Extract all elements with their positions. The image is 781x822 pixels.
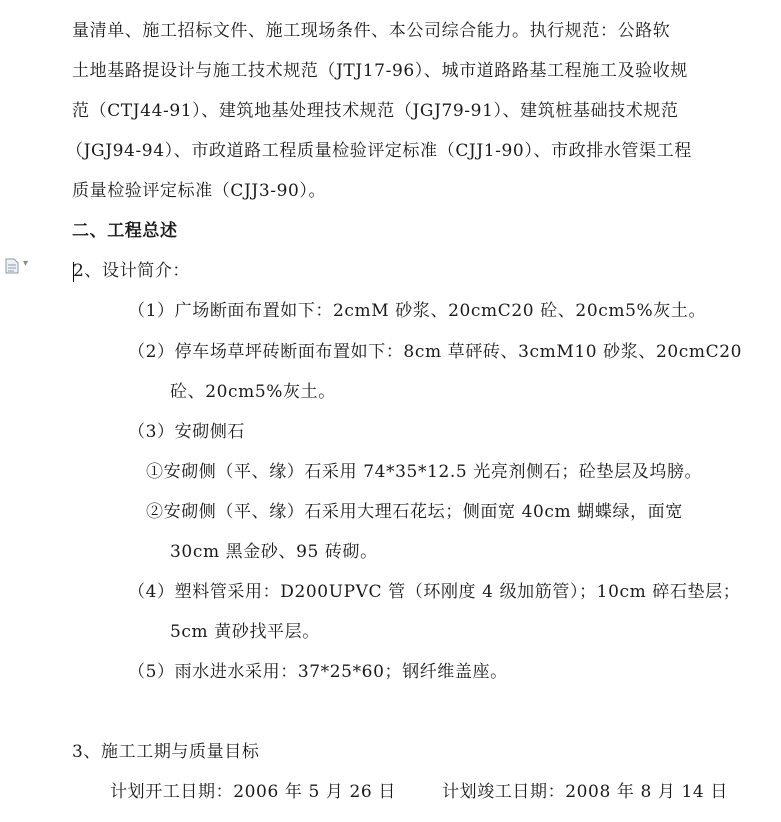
start-date: 计划开工日期：2006 年 5 月 26 日 <box>110 782 396 802</box>
document-icon[interactable] <box>5 258 19 274</box>
design-title: 2、设计简介： <box>73 261 191 281</box>
item-2-line-2: 砼、20cm5%灰土。 <box>170 382 336 402</box>
intro-line-3: 范（CTJ44-91）、建筑地基处理技术规范（JGJ79-91）、建筑桩基础技术规范 <box>72 101 679 121</box>
intro-line-5: 质量检验评定标准（CJJ3-90）。 <box>72 181 327 201</box>
chevron-down-icon[interactable]: ▾ <box>23 258 29 269</box>
intro-line-2: 土地基路提设计与施工技术规范（JTJ17-96）、城市道路路基工程施工及验收规 <box>72 61 688 81</box>
section-title: 二、工程总述 <box>72 221 178 241</box>
intro-line-4: （JGJ94-94）、市政道路工程质量检验评定标准（CJJ1-90）、市政排水管渠工程 <box>66 141 692 161</box>
item-4-line-1: （4）塑料管采用：D200UPVC 管（环刚度 4 级加筋管）；10cm 碎石垫层； <box>128 582 741 602</box>
item-1: （1）广场断面布置如下：2cmM 砂浆、20cmC20 砼、20cm5%灰土。 <box>128 301 707 321</box>
schedule-title: 3、施工工期与质量目标 <box>72 742 260 762</box>
item-4-line-2: 5cm 黄砂找平层。 <box>170 622 320 642</box>
end-date: 计划竣工日期：2008 年 8 月 14 日 <box>442 782 728 802</box>
item-3: （3）安砌侧石 <box>128 422 246 442</box>
intro-line-1: 量清单、施工招标文件、施工现场条件、本公司综合能力。执行规范：公路软 <box>72 21 671 41</box>
sub-item-2-line-1: ②安砌侧（平、缘）石采用大理石花坛；侧面宽 40cm 蝴蝶绿，面宽 <box>146 502 683 522</box>
item-5: （5）雨水进水采用：37*25*60；钢纤维盖座。 <box>128 662 508 682</box>
sub-item-2-line-2: 30cm 黑金砂、95 砖砌。 <box>170 542 378 562</box>
sub-item-1: ①安砌侧（平、缘）石采用 74*35*12.5 光亮剂侧石；砼垫层及坞膀。 <box>146 462 703 482</box>
item-2-line-1: （2）停车场草坪砖断面布置如下：8cm 草砰砖、3cmM10 砂浆、20cmC20 <box>128 342 743 362</box>
